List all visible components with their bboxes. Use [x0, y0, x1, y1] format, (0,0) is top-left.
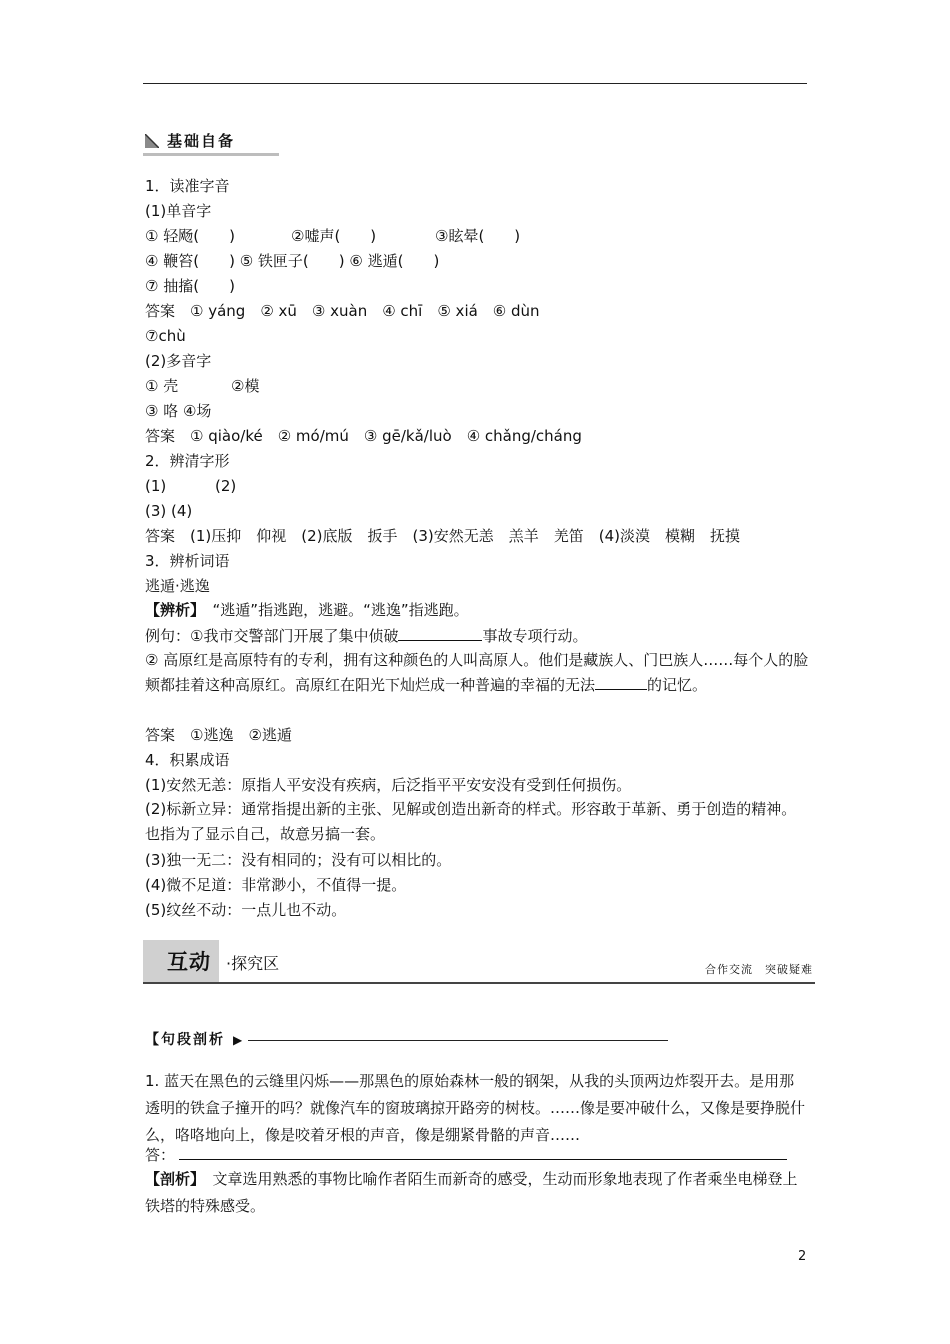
- q3-example2: ② 高原红是高原特有的专利，拥有这种颜色的人叫高原人。他们是藏族人、门巴族人……每个人的脸颊都挂着这种高原红。高原红在阳光下灿烂成一种普遍的幸福的无法 的记忆。: [145, 651, 809, 694]
- q1-row3: ⑦ 抽搐( ): [145, 277, 235, 295]
- q1-sub2: (2)多音字: [145, 352, 212, 370]
- section-underline: [143, 153, 279, 156]
- answer-input-line[interactable]: [179, 1145, 787, 1160]
- corner-triangle-icon: [145, 134, 159, 148]
- q1-title: 1．读准字音: [145, 177, 230, 195]
- section-title: 基础自备: [167, 132, 236, 150]
- fill-blank: [595, 675, 647, 690]
- analysis-text: 文章选用熟悉的事物比喻作者陌生而新奇的感受，生动而形象地表现了作者乘坐电梯登上铁塔的特殊感受。: [145, 1170, 798, 1215]
- band-main-title: 互动: [167, 950, 211, 974]
- q1-answer1: 答案 ① yáng ② xū ③ xuàn ④ chī ⑤ xiá ⑥ dùn: [145, 302, 540, 320]
- band-sub-title: ·探究区: [226, 954, 280, 973]
- q3-example1: 例句：①我市交警部门开展了集中侦破 事故专项行动。: [145, 627, 588, 645]
- answer-label: 答：: [145, 1146, 176, 1164]
- q2-answer: 答案 (1)压抑 仰视 (2)底版 扳手 (3)安然无恙 羔羊 羌笛 (4)淡漠 模糊 抚摸: [145, 527, 740, 545]
- q3-words: 逃遁·逃逸: [145, 577, 210, 595]
- q1-row1c: ③眩晕( ): [435, 227, 521, 245]
- analysis-tag: 【辨析】: [145, 601, 198, 619]
- q2-row1b: (2): [215, 477, 237, 495]
- q2-title: 2．辨清字形: [145, 452, 230, 470]
- q1-row1a: ① 轻飏( ): [145, 227, 235, 245]
- arrow-right-icon: ▶: [233, 1033, 243, 1047]
- q4-item2: (2)标新立异：通常指提出新的主张、见解或创造出新奇的样式。形容敢于革新、勇于创造的精神。也指为了显示自己，故意另搞一套。: [145, 800, 797, 843]
- sub-header-rule: [248, 1040, 668, 1041]
- analysis-text: “逃遁”指逃跑，逃避。“逃逸”指逃跑。: [212, 601, 469, 619]
- q1-answer2: 答案 ① qiào/ké ② mó/mú ③ gē/kǎ/luò ④ chǎng/cháng: [145, 427, 582, 445]
- passage-question-1: 1. 蓝天在黑色的云缝里闪烁——那黑色的原始森林一般的钢架，从我的头顶两边炸裂开去。是用那透明的铁盒子撞开的吗？就像汽车的窗玻璃掠开路旁的树枝。……像是要冲破什么，又像是要挣脱什么，咯咯地向上，像是咬着牙根的声音，像是绷紧骨骼的声音……: [145, 1072, 806, 1144]
- q1-row4a: ① 壳: [145, 377, 179, 395]
- section-header-basics: [143, 130, 279, 156]
- q4-item4: (4)微不足道：非常渺小，不值得一提。: [145, 876, 407, 894]
- q3-analysis: [145, 599, 469, 621]
- sub-header-title: 【句段剖析: [145, 1032, 225, 1048]
- q1-answer1b: ⑦chù: [145, 327, 186, 345]
- band-right-caption: 合作交流 突破疑难: [705, 963, 813, 976]
- band-rule: [143, 982, 815, 984]
- q4-item3: (3)独一无二：没有相同的；没有可以相比的。: [145, 851, 452, 869]
- q2-row2: (3) (4): [145, 502, 193, 520]
- q4-item5: (5)纹丝不动：一点儿也不动。: [145, 901, 347, 919]
- q1-row5: ③ 咯 ④场: [145, 402, 212, 420]
- q2-row1a: (1): [145, 477, 167, 495]
- q4-item1: (1)安然无恙：原指人平安没有疾病，后泛指平平安安没有受到任何损伤。: [145, 776, 632, 794]
- answer-line: [145, 1144, 787, 1166]
- q3-answer: 答案 ①逃逸 ②逃遁: [145, 726, 292, 744]
- analysis-tag: 【剖析】: [145, 1170, 198, 1188]
- q1-row2: ④ 鞭笞( ) ⑤ 铁匣子( ) ⑥ 逃遁( ): [145, 252, 440, 270]
- q1-row1b: ②嘘声( ): [291, 227, 377, 245]
- q1-row4b: ②模: [231, 377, 260, 395]
- q3-title: 3．辨析词语: [145, 552, 230, 570]
- q1-sub1: (1)单音字: [145, 202, 212, 220]
- fill-blank: [398, 626, 482, 641]
- section-band-interactive: [143, 940, 815, 984]
- header-rule: [143, 83, 807, 84]
- page-number: 2: [798, 1249, 807, 1264]
- q4-title: 4．积累成语: [145, 751, 230, 769]
- passage-analysis: [145, 1166, 809, 1220]
